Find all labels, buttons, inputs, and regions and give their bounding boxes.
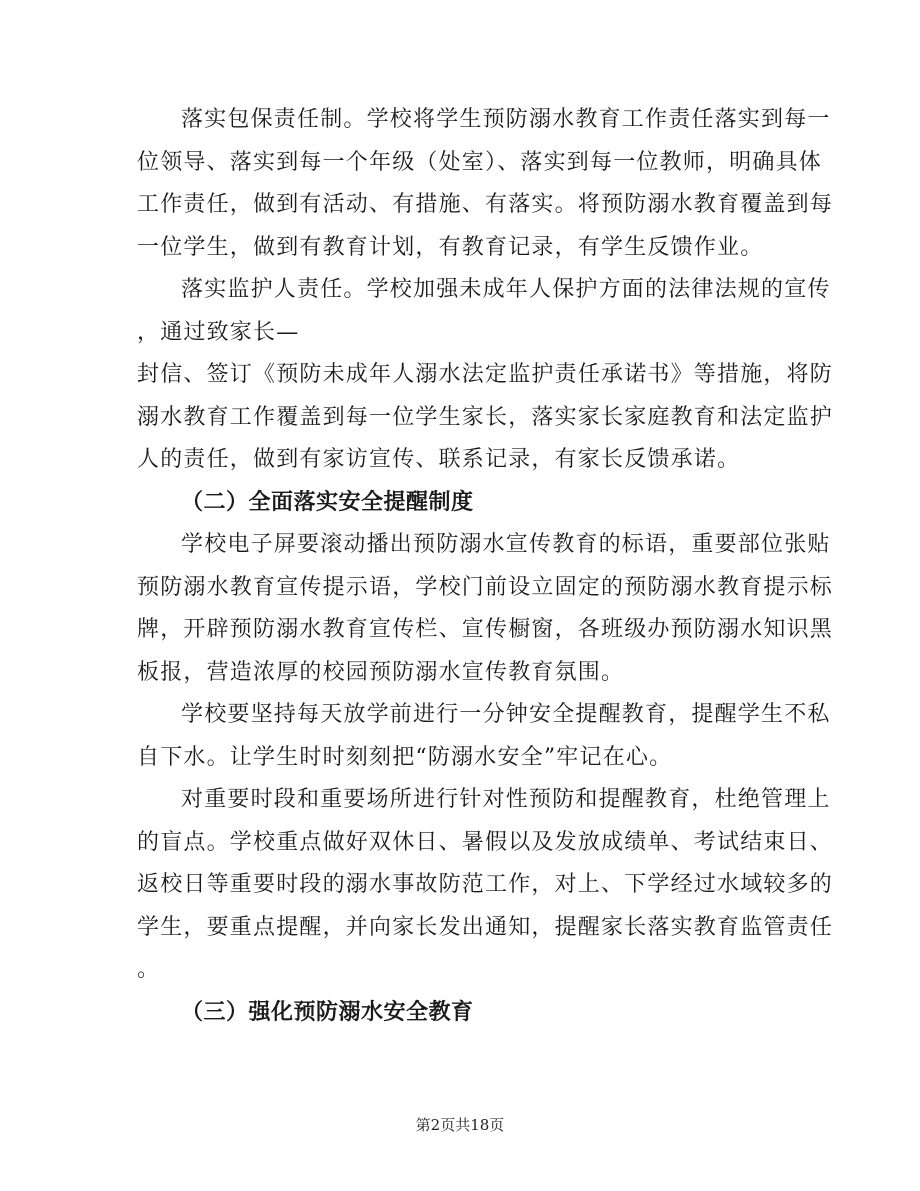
paragraph-line: 对重要时段和重要场所进行针对性预防和提醒教育，杜绝管理上 bbox=[181, 787, 831, 812]
section-heading: （二）全面落实安全提醒制度 bbox=[181, 489, 474, 515]
paragraph-line: 牌，开辟预防溺水教育宣传栏、宣传橱窗，各班级办预防溺水知识黑 bbox=[137, 617, 834, 642]
paragraph-line: 一位学生，做到有教育计划，有教育记录，有学生反馈作业。 bbox=[137, 234, 764, 260]
paragraph-line: 学校要坚持每天放学前进行一分钟安全提醒教育，提醒学生不私 bbox=[181, 702, 831, 727]
paragraph-line: 落实包保责任制。学校将学生预防溺水教育工作责任落实到每一 bbox=[181, 107, 831, 132]
paragraph-line: ，通过致家长— bbox=[137, 319, 300, 345]
paragraph-line: 板报，营造浓厚的校园预防溺水宣传教育氛围。 bbox=[137, 659, 625, 685]
paragraph-line: 。 bbox=[137, 957, 161, 982]
paragraph-line: 位领导、落实到每一个年级（处室）、落实到每一位教师，明确具体 bbox=[137, 149, 823, 175]
paragraph-line: 工作责任，做到有活动、有措施、有落实。将预防溺水教育覆盖到每 bbox=[137, 192, 834, 217]
paragraph-line: 自下水。让学生时时刻刻把“防溺水安全”牢记在心。 bbox=[137, 744, 673, 770]
page-number-footer: 第2页共18页 bbox=[415, 1116, 505, 1134]
document-body bbox=[137, 99, 834, 1034]
paragraph-line: 预防溺水教育宣传提示语，学校门前设立固定的预防溺水教育提示标 bbox=[137, 574, 834, 600]
paragraph-line: 的盲点。学校重点做好双休日、暑假以及发放成绩单、考试结束日、 bbox=[137, 829, 834, 855]
paragraph-line: 人的责任，做到有家访宣传、联系记录，有家长反馈承诺。 bbox=[137, 447, 741, 472]
paragraph-line: 学校电子屏要滚动播出预防溺水宣传教育的标语，重要部位张贴 bbox=[181, 532, 831, 557]
paragraph-line: 落实监护人责任。学校加强未成年人保护方面的法律法规的宣传 bbox=[181, 277, 831, 302]
paragraph-line: 溺水教育工作覆盖到每一位学生家长，落实家长家庭教育和法定监护 bbox=[137, 404, 834, 430]
paragraph-line: 返校日等重要时段的溺水事故防范工作，对上、下学经过水域较多的 bbox=[137, 872, 834, 897]
section-heading: （三）强化预防溺水安全教育 bbox=[181, 999, 474, 1025]
paragraph-line: 封信、签订《预防未成年人溺水法定监护责任承诺书》等措施，将防 bbox=[137, 362, 834, 387]
paragraph-line: 学生，要重点提醒，并向家长发出通知，提醒家长落实教育监管责任 bbox=[137, 914, 834, 940]
